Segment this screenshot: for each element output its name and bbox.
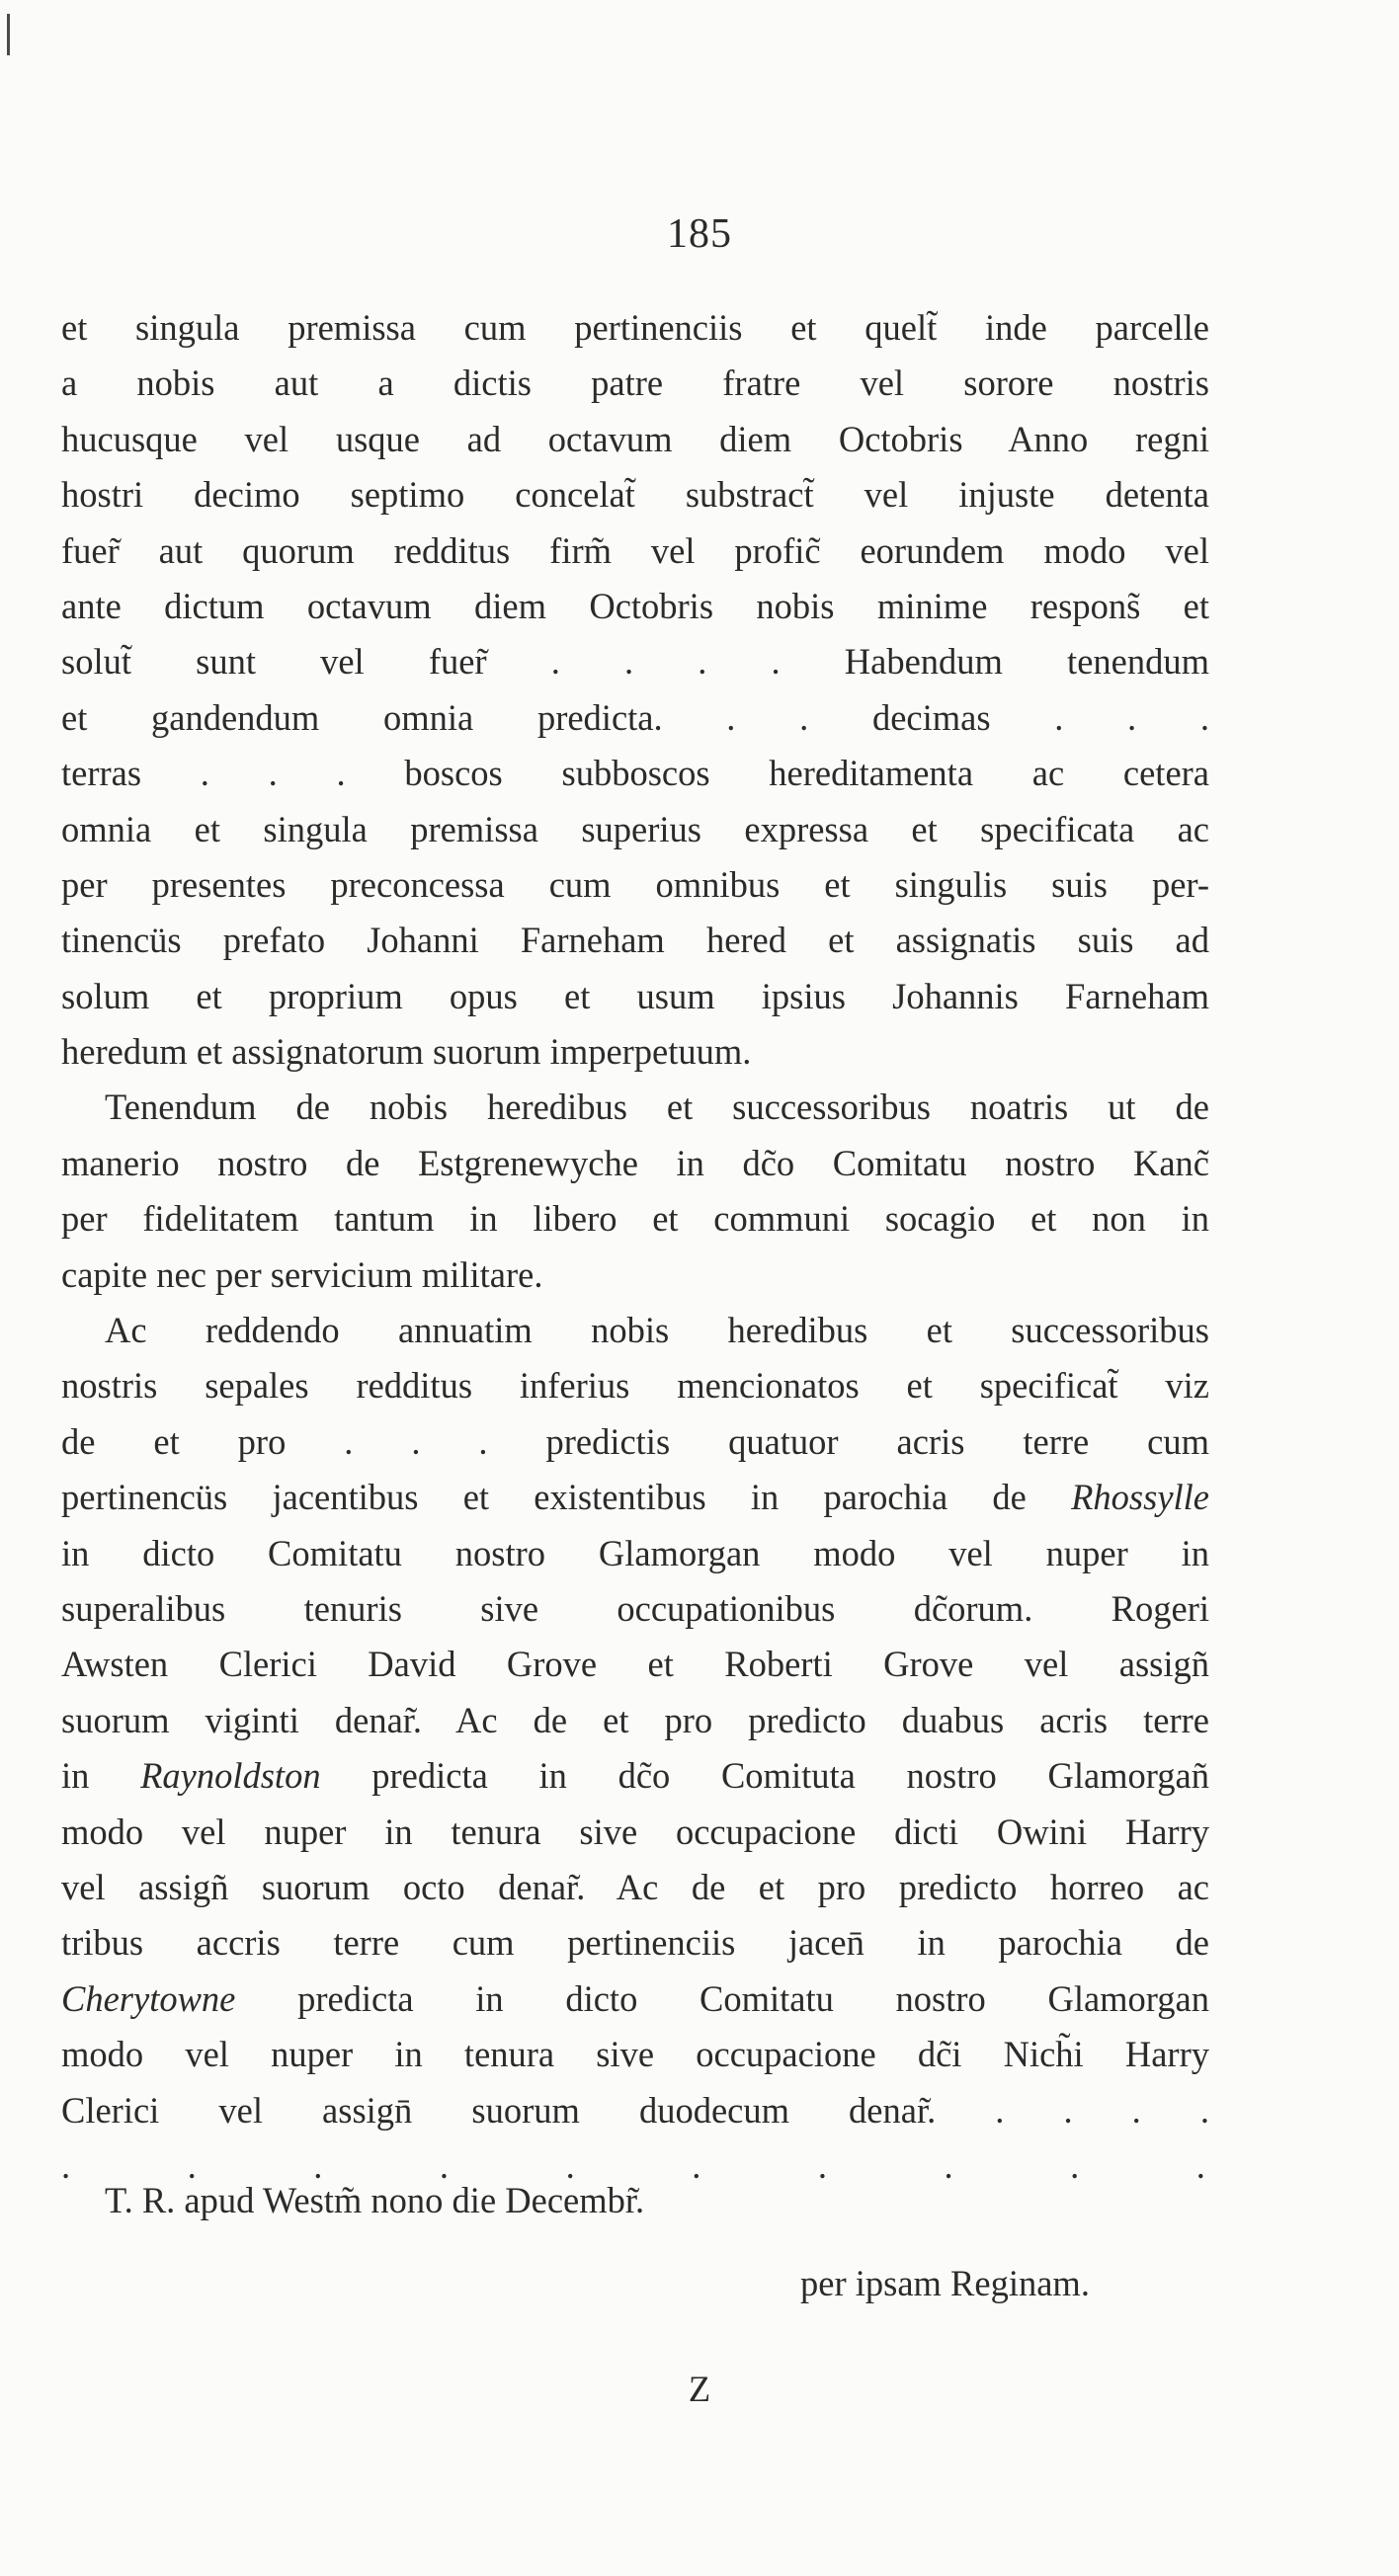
line-text: predicta in dc̃o Comituta nostro Glamorgañ: [320, 1755, 1209, 1797]
omission-dot: .: [565, 2144, 575, 2186]
omission-dot: .: [61, 2144, 71, 2186]
text-line: solum et proprium opus et usum ipsius Johannis Farneham: [61, 975, 1209, 1016]
teste-line: T. R. apud Westm̃ nono die Decembr̃.: [105, 2180, 645, 2220]
text-line: heredum et assignatorum suorum imperpetuum.: [61, 1031, 752, 1073]
text-line: et gandendum omnia predicta. . . decimas . . .: [61, 696, 1209, 738]
omission-dot: .: [944, 2144, 953, 2186]
text-line: Clerici vel assign̄ suorum duodecum denar̃. . . . .: [61, 2089, 1209, 2131]
omission-dot: .: [313, 2144, 323, 2186]
text-line: modo vel nuper in tenura sive occupacione dc̃i Nich̃i Harry: [61, 2034, 1209, 2075]
text-line: omnia et singula premissa superius expressa et specificata ac: [61, 808, 1209, 849]
body-text: [61, 300, 1209, 2194]
line-text: predicta in dicto Comitatu nostro Glamorgan: [235, 1977, 1209, 2019]
text-line: de et pro . . . predictis quatuor acris terre cum: [61, 1420, 1209, 1462]
text-line: ante dictum octavum diem Octobris nobis minime respons̃ et: [61, 585, 1209, 626]
text-line: et singula premissa cum pertinenciis et quelt̃ inde parcelle: [61, 307, 1209, 348]
text-line: Tenendum de nobis heredibus et successoribus noatris ut de: [105, 1087, 1209, 1128]
omission-dot: .: [692, 2144, 701, 2186]
place-name-cherytowne: Cherytowne: [61, 1977, 236, 2019]
text-line: modo vel nuper in tenura sive occupacione dicti Owini Harry: [61, 1811, 1209, 1852]
text-line: fuer̃ aut quorum redditus firm̃ vel profic̃ eorundem modo vel: [61, 529, 1209, 571]
text-line: vel assigñ suorum octo denar̃. Ac de et pro predicto horreo ac: [61, 1866, 1209, 1907]
omission-dot: .: [187, 2144, 197, 2186]
omission-dot: .: [1070, 2144, 1080, 2186]
text-line: tribus accris terre cum pertinenciis jacen̄ in parochia de: [61, 1922, 1209, 1964]
text-line: capite nec per servicium militare.: [61, 1253, 543, 1295]
line-text: in: [61, 1755, 141, 1797]
text-line: manerio nostro de Estgrenewyche in dc̃o Comitatu nostro Kanc̃: [61, 1142, 1209, 1183]
text-line: suorum viginti denar̃. Ac de et pro predicto duabus acris terre: [61, 1699, 1209, 1740]
text-line: Ac reddendo annuatim nobis heredibus et successoribus: [105, 1310, 1209, 1351]
page-edge-mark: [7, 14, 10, 55]
authority-line: per ipsam Reginam.: [800, 2263, 1090, 2303]
text-line: nostris sepales redditus inferius mencionatos et specificat̃ viz: [61, 1365, 1209, 1407]
text-line: terras . . . boscos subboscos hereditamenta ac cetera: [61, 753, 1209, 794]
text-line: Awsten Clerici David Grove et Roberti Grove vel assigñ: [61, 1644, 1209, 1685]
omission-dot: .: [1195, 2144, 1205, 2186]
text-line: in dicto Comitatu nostro Glamorgan modo vel nuper in: [61, 1532, 1209, 1573]
text-line: a nobis aut a dictis patre fratre vel sorore nostris: [61, 362, 1209, 404]
omission-dot: .: [817, 2144, 827, 2186]
text-line-cherytowne: [61, 1972, 1209, 2027]
text-line: hucusque vel usque ad octavum diem Octobris Anno regni: [61, 418, 1209, 459]
signature-mark: Z: [688, 2369, 711, 2409]
place-name-rhossylle: Rhossylle: [1071, 1477, 1209, 1518]
line-text: pertinencüs jacentibus et existentibus in parochia de: [61, 1477, 1072, 1518]
text-line: tinencüs prefato Johanni Farneham hered et assignatis suis ad: [61, 920, 1209, 961]
page-number: 185: [667, 211, 732, 257]
text-line: per presentes preconcessa cum omnibus et singulis suis per-: [61, 863, 1209, 905]
text-line: superalibus tenuris sive occupationibus dc̃orum. Rogeri: [61, 1587, 1209, 1629]
omission-dot: .: [439, 2144, 450, 2186]
text-line: solut̃ sunt vel fuer̃ . . . . Habendum tenendum: [61, 641, 1209, 683]
text-line: per fidelitatem tantum in libero et communi socagio et non in: [61, 1198, 1209, 1240]
place-name-raynoldston: Raynoldston: [140, 1755, 321, 1797]
text-line-rhossylle: [61, 1470, 1209, 1525]
text-line-raynoldston: [61, 1748, 1209, 1804]
text-line: hostri decimo septimo concelat̃ substract̃ vel injuste detenta: [61, 474, 1209, 516]
